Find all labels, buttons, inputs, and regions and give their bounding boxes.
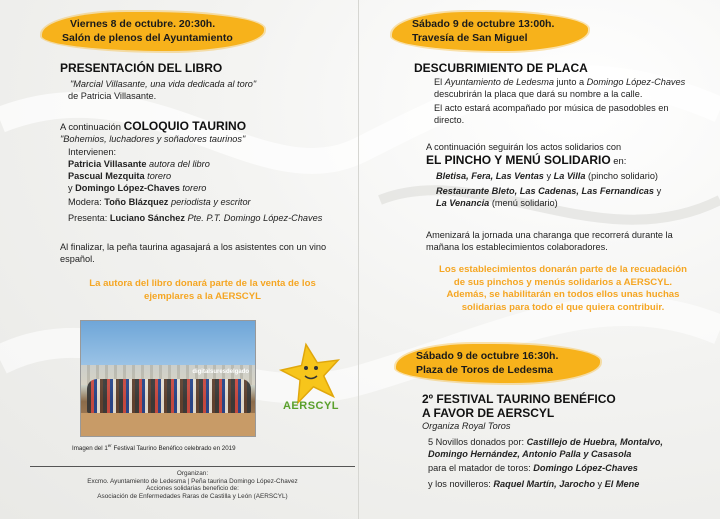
author-donation-note: La autora del libro donará parte de la venta de los ejemplares a la AERSCYL — [89, 278, 316, 302]
speaker-2: Pascual Mezquita torero — [68, 171, 172, 181]
presenter-line: Presenta: Luciano Sánchez Pte. P.T. Domingo López-Chaves — [68, 213, 323, 223]
menu-places-line1: Restaurante Bleto, Las Cadenas, Las Fernandicas y — [436, 186, 662, 196]
placa-title: DESCUBRIMIENTO DE PLACA — [414, 61, 588, 75]
festival-title-line2: A FAVOR DE AERSCYL — [422, 406, 555, 420]
coloquio-intro: A continuación — [60, 121, 124, 132]
intervienen-label: Intervienen: — [68, 147, 117, 157]
final-note-line1: Al finalizar, la peña taurina agasajará a los asistentes con un vino — [60, 242, 327, 252]
banner-date: Viernes 8 de octubre. 20:30h. — [70, 18, 216, 30]
banner-place: Travesía de San Miguel — [412, 32, 528, 44]
coloquio-subtitle: "Bohemios, luchadores y soñadores taurinos" — [60, 134, 246, 144]
acciones-text: Asociación de Enfermedades Raras de Castilla y León (AERSCYL) — [97, 492, 288, 500]
right-column — [362, 0, 720, 519]
novilleros-line: y los novilleros: Raquel Martín, Jarocho y El Mene — [428, 479, 640, 489]
organizan-text: Excmo. Ayuntamiento de Ledesma | Peña taurina Domingo López-Chavez — [87, 477, 298, 485]
banner-place: Plaza de Toros de Ledesma — [416, 364, 553, 376]
menu-places-line2: La Venancia (menú solidario) — [436, 198, 558, 208]
acciones-label: Acciones solidarias beneficio de: — [146, 485, 239, 493]
presentation-title: PRESENTACIÓN DEL LIBRO — [60, 61, 223, 75]
coloquio-title: COLOQUIO TAURINO — [123, 119, 247, 133]
banner-date: Sábado 9 de octubre 16:30h. — [416, 350, 559, 362]
organizan-label: Organizan: — [176, 470, 209, 477]
footer-divider — [30, 466, 355, 467]
placa-line2: descubrirán la placa que dará su nombre a la calle. — [434, 89, 643, 99]
footer-credits — [30, 470, 355, 500]
star-mascot-icon — [276, 338, 346, 408]
moderator-line: Modera: Toño Blázquez periodista y escritor — [68, 197, 251, 207]
banner-date: Sábado 9 de octubre 13:00h. — [412, 18, 555, 30]
banner-place: Salón de plenos del Ayuntamiento — [62, 32, 233, 44]
novillos-line2: Domingo Hernández, Antonio Palla y Casasola — [428, 449, 632, 459]
festival-2019-photo — [80, 320, 256, 437]
charanga-line1: Amenizará la jornada una charanga que recorrerá durante la — [426, 230, 673, 240]
establishments-donation-note: Los establecimientos donarán parte de la recuadación de sus pinchos y menús solidarios a AERSCYL. Además, se habilitarán en todos ellos unas huchas solidarias para todo el que quiera contribuir. — [439, 264, 687, 313]
saturday-morning-banner — [392, 12, 588, 51]
book-author: de Patricia Villasante. — [68, 91, 157, 101]
final-note-line2: español. — [60, 254, 95, 264]
festival-title-line1: 2º FESTIVAL TAURINO BENÉFICO — [422, 392, 616, 406]
novillos-line1: 5 Novillos donados por: Castillejo de Huebra, Montalvo, — [428, 437, 663, 447]
pincho-heading: EL PINCHO Y MENÚ SOLIDARIO en: — [426, 153, 627, 167]
book-title: "Marcial Villasante, una vida dedicada al toro" — [70, 79, 257, 89]
solidarios-intro: A continuación seguirán los actos solidarios con — [426, 142, 622, 152]
photo-watermark: digitalsuresdelgado — [192, 369, 249, 375]
aerscyl-logo — [276, 338, 346, 424]
placa-line1: El Ayuntamiento de Ledesma junto a Domingo López-Chaves — [434, 77, 686, 87]
placa-music-line2: directo. — [434, 115, 465, 125]
charanga-line2: mañana los establecimientos colaboradores. — [426, 242, 608, 252]
matador-line: para el matador de toros: Domingo López-Chaves — [428, 463, 638, 473]
photo-caption: Imagen del 1er Festival Taurino Benéfico celebrado en 2019 — [72, 443, 236, 453]
placa-music-line1: El acto estará acompañado por música de pasodobles en — [434, 103, 669, 113]
speaker-1: Patricia Villasante autora del libro — [68, 159, 210, 169]
aerscyl-logo-text: AERSCYL — [282, 400, 340, 412]
coloquio-heading — [60, 119, 246, 133]
friday-event-banner — [42, 12, 264, 51]
speaker-3: y Domingo López-Chaves torero — [68, 183, 207, 193]
pincho-places: Bletisa, Fera, Las Ventas y La Villa (pincho solidario) — [436, 171, 658, 181]
festival-organizer: Organiza Royal Toros — [422, 421, 511, 431]
saturday-afternoon-banner — [396, 344, 600, 383]
